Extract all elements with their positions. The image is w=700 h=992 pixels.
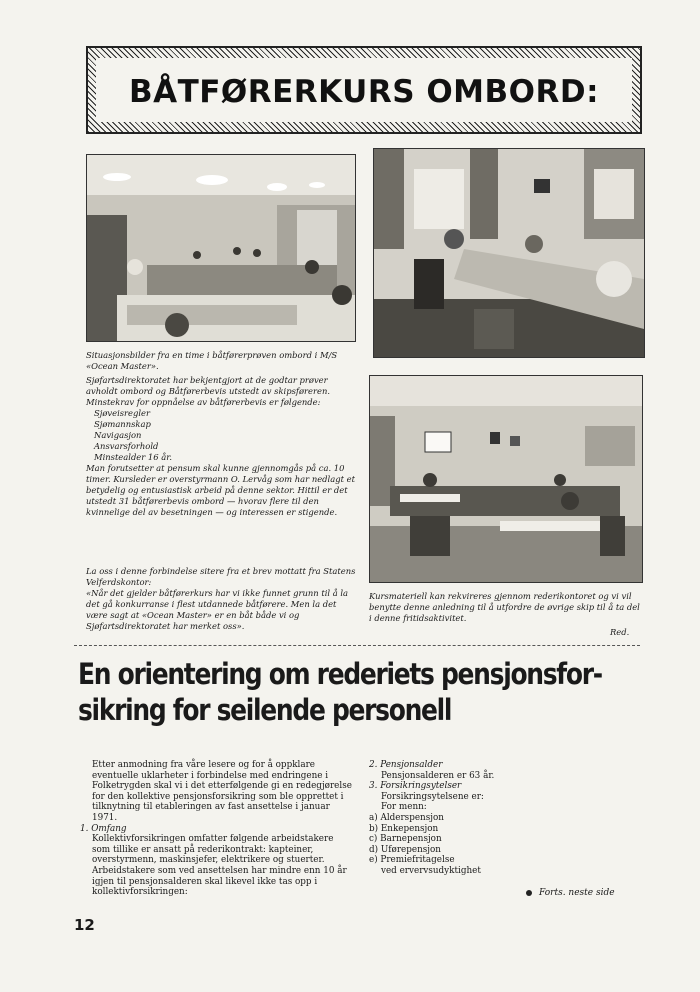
article-column-right [369,760,639,877]
headline-line-2: sikring for seilende personell [78,693,452,727]
quote-text: «Når det gjelder båtførerkurs har vi ikke funnet grunn til å la det gå konkurranse i flest utdannede båtførere. Men la det være sagt at «Ocean Master» er en båt både vi og Sjøfartsdirektoratet har merket oss». [86,588,349,631]
requirement-item: Ansvarsforhold [94,441,159,451]
signature: Red. [610,627,630,637]
article-paragraph: Etter anmodning fra våre lesere og for å oppklare eventuelle uklarheter i forbindelse med endringene i Folketrygden skal vi i det etterfølgende gi en redegjørelse for den kollektive pensjonsforsikring som ble opprettet i tilknytning til etableringen av fast ansettelse i januar 1971. [92,760,352,823]
headline-line-1: En orientering om rederiets pensjonsfor- [78,657,602,691]
intro-paragraph: Sjøfartsdirektoratet har bekjentgjort at de godtar prøver avholdt ombord og Båtførerbevis utstedt av skipsføreren. Minstekrav for oppnåelse av båtførerbevis er følgende: [86,375,330,407]
masthead-title: BÅTFØRERKURS OMBORD: [128,74,600,110]
article-paragraph: Forsikringsytelsene er: [381,791,484,802]
benefit-item-continued: ved ervervsudyktighet [381,865,481,876]
article-paragraph: Pensjonsalderen er 63 år. [381,770,495,781]
requirement-item: Navigasjon [94,430,142,440]
course-material-caption: Kursmateriell kan rekvireres gjennom rederikontoret og vi vil benytte denne anledning til å utfordre de øvrige skip til å ta del i denne fritidsaktivitet. [369,591,640,623]
article-column-left [80,760,352,898]
page-number: 12 [74,916,95,934]
benefit-item: c) Barnepensjon [369,834,442,845]
section-heading: 3. Forsikringsytelser [369,781,462,792]
photo-lounge [369,375,643,583]
continued-text: Forts. neste side [539,888,615,898]
benefit-item: d) Uførepensjon [369,844,441,855]
article-paragraph: Arbeidstakere som ved ansettelsen har mindre enn 10 år igjen til pensjonsalderen skal likevel ikke tas opp i kollektivforsikringen: [92,865,347,898]
divider [74,645,640,646]
section-heading: 1. Omfang [80,823,127,834]
requirement-item: Sjømannskap [94,419,151,429]
bullet-icon [526,890,532,896]
masthead-box [86,46,642,134]
photo-caption: Situasjonsbilder fra en time i båtførerprøven ombord i M/S «Ocean Master». [86,350,338,371]
benefit-item: e) Premiefritagelse [369,855,455,866]
intro-text [86,375,356,518]
requirement-item: Minstealder 16 år. [94,452,172,462]
requirement-item: Sjøveisregler [94,408,150,418]
benefit-item: b) Enkepensjon [369,823,439,834]
article-paragraph: Kollektivforsikringen omfatter følgende arbeidstakere som tillike er ansatt på rederikontrakt: kapteiner, overstyrmenn, maskinsjefer, elektrikere og stuerter. [92,834,334,866]
section-heading: 2. Pensjonsalder [369,760,443,770]
benefit-item: a) Alderspensjon [369,812,444,823]
quote-block [86,566,356,632]
article-headline [78,656,639,728]
continued-note [526,888,615,898]
article-paragraph: For menn: [381,802,427,813]
intro-paragraph: Man forutsetter at pensum skal kunne gjennomgås på ca. 10 timer. Kursleder er overstyrmann O. Lervåg som har nedlagt et betydelig og entusiastisk arbeid på denne sektor. Hittil er det utstedt 31 båtførerbevis ombord — hvorav flere til den kvinnelige del av besetningen — og interessen er stigende. [86,463,355,517]
photo-dining-room [86,154,356,342]
photo-classroom [373,148,645,358]
quote-lead: La oss i denne forbindelse sitere fra et brev mottatt fra Statens Velferdskontor: [86,566,356,587]
